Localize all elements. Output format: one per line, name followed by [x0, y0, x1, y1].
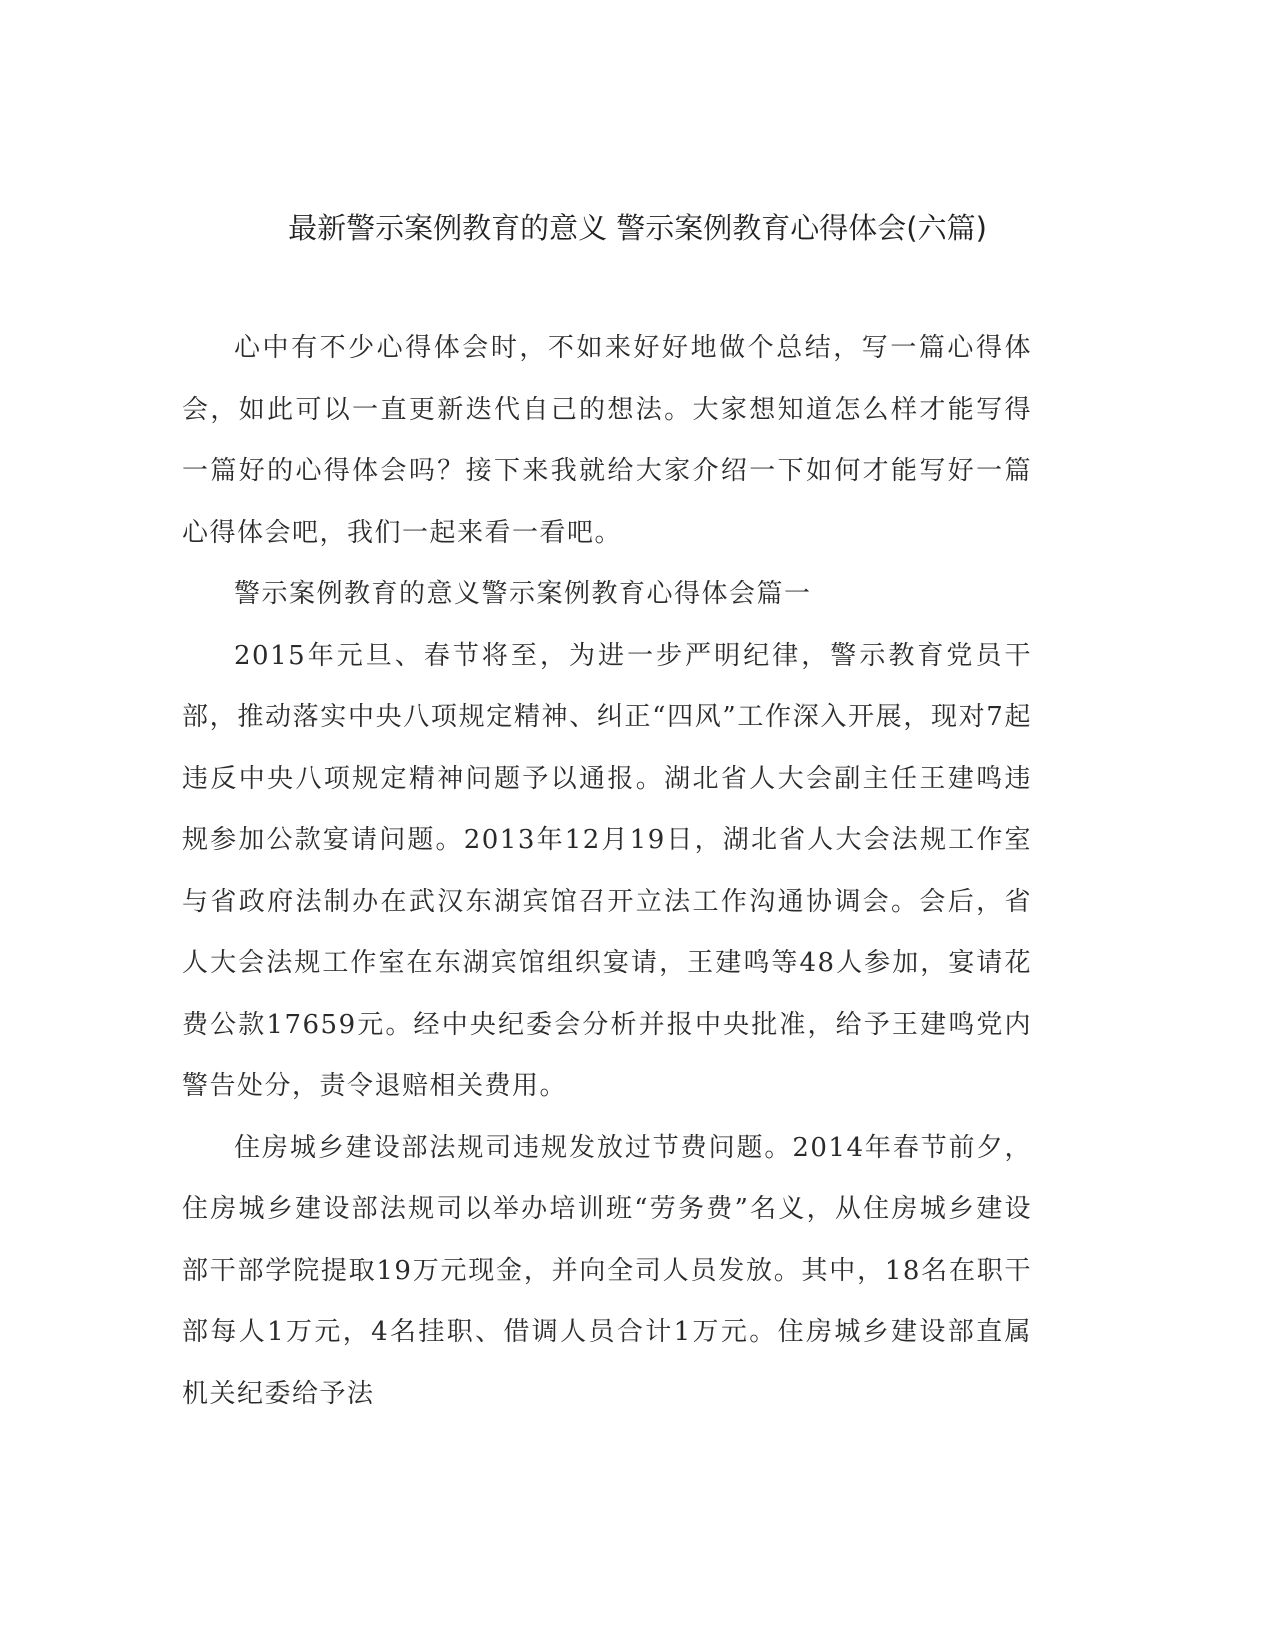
section-heading: 警示案例教育的意义警示案例教育心得体会篇一 [234, 579, 812, 609]
document-body [182, 318, 1032, 1425]
body-paragraph: 2015年元旦、春节将至，为进一步严明纪律，警示教育党员干部，推动落实中央八项规定精神、纠正“四风”工作深入开展，现对7起违反中央八项规定精神问题予以通报。湖北省人大会副主任王建鸣违规参加公款宴请问题。2013年12月19日，湖北省人大会法规工作室与省政府法制办在武汉东湖宾馆召开立法工作沟通协调会。会后，省人大会法规工作室在东湖宾馆组织宴请，王建鸣等48人参加，宴请花费公款17659元。经中央纪委会分析并报中央批准，给予王建鸣党内警告处分，责令退赔相关费用。 [182, 640, 1032, 1101]
intro-paragraph: 心中有不少心得体会时，不如来好好地做个总结，写一篇心得体会，如此可以一直更新迭代自己的想法。大家想知道怎么样才能写得一篇好的心得体会吗？接下来我就给大家介绍一下如何才能写好一篇心得体会吧，我们一起来看一看吧。 [182, 333, 1032, 548]
body-paragraph: 住房城乡建设部法规司违规发放过节费问题。2014年春节前夕，住房城乡建设部法规司以举办培训班“劳务费”名义，从住房城乡建设部干部学院提取19万元现金，并向全司人员发放。其中，18名在职干部每人1万元，4名挂职、借调人员合计1万元。住房城乡建设部直属机关纪委给予法 [182, 1132, 1032, 1409]
document-title: 最新警示案例教育的意义 警示案例教育心得体会(六篇) [288, 211, 987, 245]
